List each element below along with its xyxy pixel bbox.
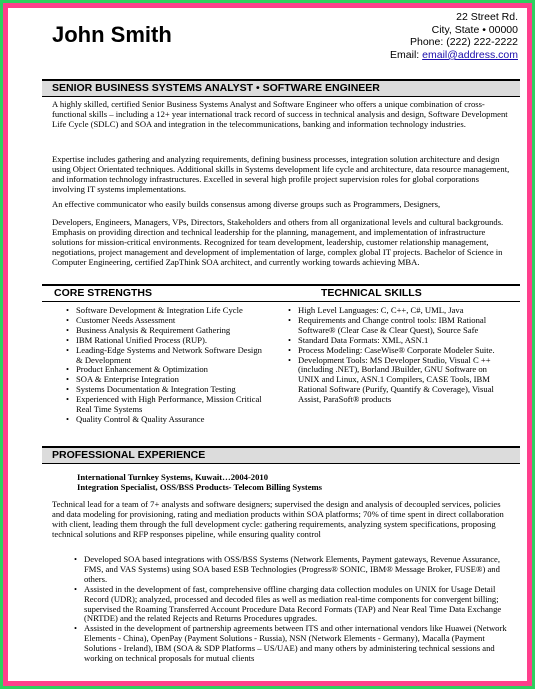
technical-skills-title: TECHNICAL SKILLS: [321, 287, 422, 299]
technical-skills-list: [286, 306, 508, 405]
list-item: • Quality Control & Quality Assurance: [64, 415, 264, 425]
list-item: • High Level Languages: C, C++, C#, UML, Java: [286, 306, 508, 316]
core-strengths-title: CORE STRENGTHS: [54, 287, 153, 299]
contact-block: [390, 11, 518, 61]
resume-page: [8, 8, 527, 681]
summary-title: SENIOR BUSINESS SYSTEMS ANALYST • SOFTWARE ENGINEER: [52, 82, 380, 94]
company-line: International Turnkey Systems, Kuwait…2004-2010: [77, 472, 268, 482]
candidate-name: John Smith: [52, 22, 172, 47]
list-item: • Leading-Edge Systems and Network Software Design & Development: [64, 346, 264, 366]
list-item: • SOA & Enterprise Integration: [64, 375, 264, 385]
experience-header: [42, 446, 520, 464]
email-link[interactable]: email@address.com: [422, 48, 518, 61]
list-item: • Requirements and Change control tools: IBM Rational Software® (Clear Case & Clear Quest), Source Safe: [286, 316, 508, 336]
email-label: Email:: [390, 48, 423, 61]
email-line: [390, 49, 518, 62]
experience-title: PROFESSIONAL EXPERIENCE: [52, 449, 206, 461]
summary-header: [42, 79, 520, 97]
list-item: • Business Analysis & Requirement Gathering: [64, 326, 264, 336]
list-item: • Product Enhancement & Optimization: [64, 365, 264, 375]
list-item: • Assisted in the development of fast, comprehensive offline charging data collection modules on UNIX for Usage Detail Record (UDR); analyzed, processed and decoded files as well as mediation real-time components for convergent billing; supervised the Roaming Transferred Account Procedure Data Record Formats (TAP) and Near Real Time Data Exchange (NRTDE) and the related Rejects and Returns Procedures upgrades.: [72, 585, 512, 625]
address-line: 22 Street Rd.: [456, 11, 518, 23]
list-item: • Systems Documentation & Integration Testing: [64, 385, 264, 395]
list-item: • Developed SOA based integrations with OSS/BSS Systems (Network Elements, Payment gateways, Revenue Assurance, FMS, and VAS Systems) using SOA based ESB Technologies (Progress® SONIC, IBM® Message Broker, FUSE®) and others.: [72, 555, 512, 585]
list-item: • IBM Rational Unified Process (RUP).: [64, 336, 264, 346]
summary-paragraph: An effective communicator who easily builds consensus among diverse groups such as Programmers, Designers,: [52, 199, 441, 209]
experience-description: Technical lead for a team of 7+ analysts and software designers; supervised the design and analysis of decoupled services, policies and data modeling for provisioning, rating and mediation products within SOA platforms; 70% of time spent in direct collaboration with client, leading them through the full development cycle: gathering requirements, analyzing system specifications, proposing technical solutions and RFP responses pipeline, while ensuring quality control: [52, 499, 504, 539]
summary-paragraph: A highly skilled, certified Senior Business Systems Analyst and Software Engineer who offers a unique combination of cross-functional skills – including a 12+ year international track record of success in technical analysis and design, Software Development Life Cycle (SDLC) and SOA and integration in the telecommunications, banking and information technology industries.: [52, 99, 508, 129]
list-item: • Customer Needs Assessment: [64, 316, 264, 326]
core-strengths-list: [64, 306, 264, 425]
list-item: • Development Tools: MS Developer Studio, Visual C ++ (including .NET), Borland JBuilder, GNU Software on UNIX and Linux, ASN.1 Compilers, CASE Tools, IBM Rational Software (Purify, Quantify & Coverage), Visual Assist, ParaSoft® products: [286, 356, 508, 406]
list-item: • Software Development & Integration Life Cycle: [64, 306, 264, 316]
list-item: • Experienced with High Performance, Mission Critical Real Time Systems: [64, 395, 264, 415]
city-line: City, State • 00000: [431, 23, 518, 36]
phone-line: Phone: (222) 222-2222: [410, 36, 518, 49]
role-line: Integration Specialist, OSS/BSS Products- Telecom Billing Systems: [77, 482, 323, 492]
summary-paragraph: Developers, Engineers, Managers, VPs, Directors, Stakeholders and others from all organizational levels and cultural backgrounds. Emphasis on providing direction and technical leadership for the planning, management, and implementation of infrastructure solutions for mission-critical environments. Recognized for team development, leadership, customer relationship management, negotiations, project management and development of implementation of large, complex global IT projects. Bachelor of Science in Computer Engineering, certified ZapThink SOA architect, and currently working towards achieving MBA.: [52, 217, 504, 267]
experience-bullets: [72, 555, 512, 664]
list-item: • Process Modeling: CaseWise® Corporate Modeler Suite.: [286, 346, 508, 356]
list-item: • Assisted in the development of partnership agreements between ITS and other international vendors like Huawei (Network Elements - China), OpenPay (Payment Solutions - Russia), NSN (Network Elements - Germany), Macalla (Payment Solutions - Ireland), IBM (SOA & SDP Platforms – US/UAE) and many others by administering technical sessions and working on technical proposals for mutual clients: [72, 624, 512, 664]
summary-paragraph: Expertise includes gathering and analyzing requirements, defining business processes, integration solution architecture and design using Object Orientated techniques. Additional skills in Systems development life cycle and architecture, data resource management, and information technology infrastructures. Excelled in several high profile project supervision roles for global corporations involving IT systems implementations.: [52, 154, 510, 194]
list-item: • Standard Data Formats: XML, ASN.1: [286, 336, 508, 346]
skills-header: [42, 284, 520, 302]
